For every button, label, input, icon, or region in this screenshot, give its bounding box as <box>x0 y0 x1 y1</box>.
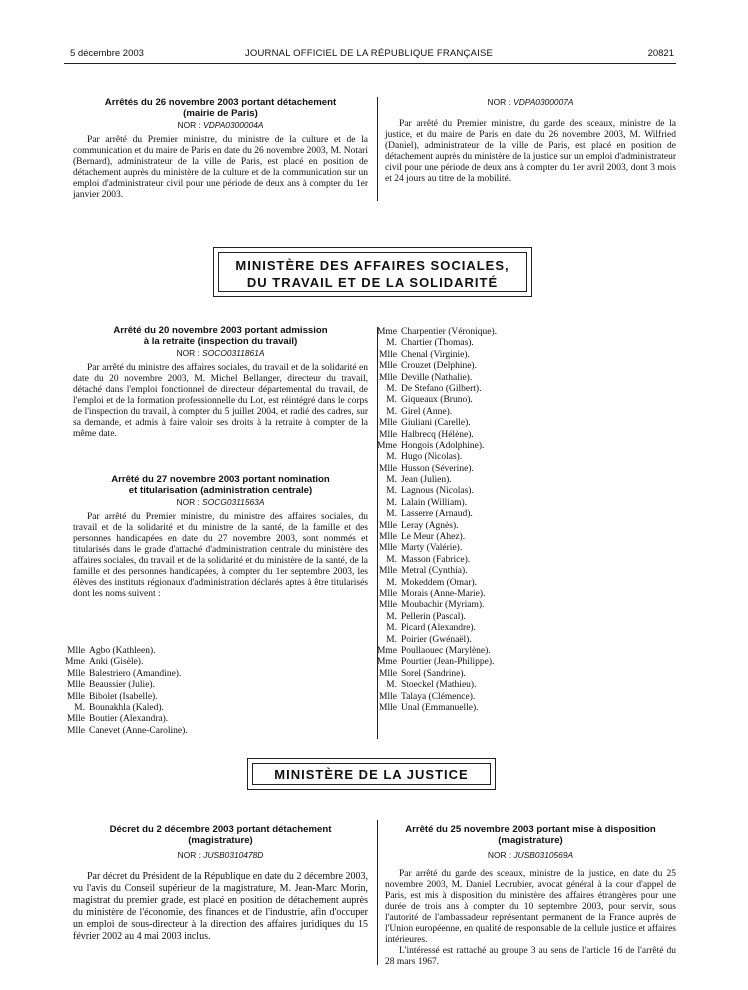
civility-title: M. <box>386 383 397 394</box>
name-entry <box>374 441 674 452</box>
person-name: Halbrecq (Hélène). <box>401 429 474 440</box>
body-text: Par arrêté du garde des sceaux, ministre de la justice, en date du 25 novembre 2003, M. Daniel Lecrubier, avocat général à la cour d'appel de Paris, est mis à disposition du ministère des affaires étrangères pour une durée de trois ans à compter du 10 septembre 2003, pour servir, sous l'autorité de l'ambassadeur représentant permanent de la France auprès de l'Union européenne, en qualité de responsable de la cellule justice et affaires intérieures. <box>385 869 676 945</box>
person-name: Sorel (Sandrine). <box>401 668 466 679</box>
nor-reference: NOR : JUSB0310478D <box>177 850 264 860</box>
civility-title: M. <box>386 554 397 565</box>
header-rule <box>64 63 676 64</box>
body-text: Par arrêté du Premier ministre, du ministre de la culture et de la communication et du maire de Paris en date du 26 novembre 2003, M. Notari (Bernard), administrateur de la ville de Paris, est placé en position de détachement auprès du ministère de la culture et de la communication sur un emploi d'administrateur civil pour une période de deux ans à compter du 1er janvier 2003. <box>73 135 368 200</box>
section-title: Décret du 2 décembre 2003 portant détachement (magistrature) <box>109 824 332 846</box>
civility-title: Mlle <box>67 691 85 702</box>
civility-title: Mlle <box>379 600 397 611</box>
person-name: Beaussier (Julie). <box>89 680 155 691</box>
person-name: Mokeddem (Omar). <box>401 577 477 588</box>
person-name: Metral (Cynthia). <box>401 566 468 577</box>
person-name: Giuliani (Carelle). <box>401 418 471 429</box>
civility-title: Mme <box>376 645 397 656</box>
name-entry <box>374 532 674 543</box>
header-date: 5 décembre 2003 <box>70 48 144 59</box>
section-detachement-mairie <box>73 97 368 201</box>
ministry-banner-affaires-sociales <box>213 247 532 297</box>
column-divider-bottom <box>377 820 378 965</box>
name-entry <box>374 475 674 486</box>
civility-title: Mlle <box>379 702 397 713</box>
name-entry <box>374 566 674 577</box>
person-name: Moubachir (Myriam). <box>401 600 485 611</box>
name-entry <box>374 373 674 384</box>
section-detachement-justice <box>385 97 676 185</box>
civility-title: Mlle <box>67 714 85 725</box>
civility-title: Mlle <box>379 361 397 372</box>
civility-title: M. <box>386 634 397 645</box>
civility-title: M. <box>386 577 397 588</box>
person-name: Canevet (Anne-Caroline). <box>89 725 188 736</box>
body-text: Par arrêté du Premier ministre, du garde des sceaux, ministre de la justice, et du maire de Paris en date du 26 novembre 2003, M. Wilfried (Daniel), administrateur de la ville de Paris, est placé en position de détachement auprès du ministère de la justice sur un emploi d'administrateur civil pour une période de deux ans à compter du 1er avril 2003, dont 3 mois et 24 jours au titre de la mobilité. <box>385 119 676 184</box>
name-entry <box>374 703 674 714</box>
name-entry <box>374 350 674 361</box>
person-name: Pellerin (Pascal). <box>401 611 466 622</box>
person-name: Masson (Fabrice). <box>401 554 471 565</box>
person-name: Lasserre (Arnaud). <box>401 509 473 520</box>
person-name: Pourtier (Jean-Philippe). <box>401 657 495 668</box>
name-entry <box>374 395 674 406</box>
person-name: Lalain (William). <box>401 497 468 508</box>
header-page-number: 20821 <box>647 48 674 59</box>
section-title: Arrêté du 20 novembre 2003 portant admission à la retraite (inspection du travail) <box>113 325 328 347</box>
person-name: Husson (Séverine). <box>401 463 474 474</box>
section-title: Arrêtés du 26 novembre 2003 portant détachement (mairie de Paris) <box>104 97 337 119</box>
civility-title: M. <box>386 623 397 634</box>
name-entry <box>62 692 362 703</box>
nor-reference: NOR : SOCO0311861A <box>176 348 265 358</box>
civility-title: Mlle <box>67 646 85 656</box>
civility-title: Mlle <box>67 725 85 736</box>
names-list-left <box>62 646 362 737</box>
civility-title: M. <box>386 486 397 497</box>
section-arrete-nomination <box>73 474 368 600</box>
civility-title: M. <box>386 509 397 520</box>
person-name: Chenal (Virginie). <box>401 349 470 360</box>
ministry-banner-justice <box>247 758 496 790</box>
banner-line-1: MINISTÈRE DES AFFAIRES SOCIALES, <box>235 258 510 273</box>
civility-title: Mlle <box>379 372 397 383</box>
civility-title: Mlle <box>379 566 397 577</box>
person-name: Lagnous (Nicolas). <box>401 486 474 497</box>
person-name: Charpentier (Véronique). <box>401 327 498 337</box>
civility-title: M. <box>386 338 397 349</box>
name-entry <box>374 486 674 497</box>
civility-title: Mme <box>376 657 397 668</box>
civility-title: M. <box>386 475 397 486</box>
person-name: Marty (Valérie). <box>401 543 463 554</box>
civility-title: M. <box>386 452 397 463</box>
banner-line-1: MINISTÈRE DE LA JUSTICE <box>252 763 491 785</box>
person-name: Unal (Emmanuelle). <box>401 702 479 713</box>
name-entry <box>374 680 674 691</box>
body-text: Par arrêté du Premier ministre, du ministre des affaires sociales, du travail et de la solidarité et du ministre de la santé, de la famille et des personnes handicapées en date du 27 novembre 2003, sont nommés et titularisés dans le grade d'attaché d'administration centrale du ministère des affaires sociales, du travail et de la solidarité et du ministère de la santé, de la famille et des personnes handicapées, à compter du 1er septembre 2003, les élèves des instituts régionaux d'administration déclarés aptes à être titularisés dont les noms suivent : <box>73 512 368 599</box>
nor-reference: NOR : SOCG0311563A <box>176 497 265 507</box>
person-name: Poullaouec (Marylène). <box>401 645 491 656</box>
civility-title: Mlle <box>67 680 85 691</box>
section-decret-detachement <box>73 824 368 943</box>
name-entry <box>374 361 674 372</box>
name-entry <box>374 498 674 509</box>
banner-line-2: DU TRAVAIL ET DE LA SOLIDARITÉ <box>246 275 499 290</box>
name-entry <box>374 669 674 680</box>
civility-title: M. <box>386 406 397 417</box>
body-text: Par arrêté du ministre des affaires sociales, du travail et de la solidarité en date du 20 novembre 2003, M. Michel Bellanger, directeur du travail, détaché dans l'emploi fonctionnel de directeur départemental du travail, de l'emploi et de la formation professionnelle du Lot, est réintégré dans le corps de l'inspection du travail, à compter du 5 juillet 2004, et radié des cadres, sur sa demande, et admis à faire valoir ses droits à la retraite à compter de la même date. <box>73 363 368 439</box>
civility-title: M. <box>74 702 85 713</box>
name-entry <box>374 657 674 668</box>
section-arrete-retraite <box>73 325 368 440</box>
body-text-2: L'intéressé est rattaché au groupe 3 au sens de l'article 16 de l'arrêté du 28 mars 1967. <box>385 946 676 967</box>
names-list-right <box>374 327 674 714</box>
person-name: Talaya (Clémence). <box>401 691 476 702</box>
civility-title: Mlle <box>379 543 397 554</box>
name-entry <box>374 452 674 463</box>
person-name: Poirier (Gwénaël). <box>401 634 472 645</box>
civility-title: M. <box>386 611 397 622</box>
section-title: Arrêté du 27 novembre 2003 portant nomination et titularisation (administration centrale) <box>111 474 330 496</box>
name-entry <box>374 509 674 520</box>
name-entry <box>374 612 674 623</box>
civility-title: Mme <box>376 440 397 451</box>
person-name: Balestriero (Amandine). <box>89 668 182 679</box>
name-entry <box>62 680 362 691</box>
civility-title: Mlle <box>379 691 397 702</box>
name-entry <box>374 464 674 475</box>
column-divider-top <box>377 97 378 201</box>
name-entry <box>62 669 362 680</box>
person-name: Chartier (Thomas). <box>401 338 474 349</box>
person-name: Agbo (Kathleen). <box>89 646 156 656</box>
name-entry <box>62 726 362 737</box>
header-journal-title: JOURNAL OFFICIEL DE LA RÉPUBLIQUE FRANÇAISE <box>244 48 494 59</box>
civility-title: Mlle <box>379 520 397 531</box>
name-entry <box>374 692 674 703</box>
name-entry <box>62 646 362 657</box>
person-name: Jean (Julien). <box>401 475 452 486</box>
civility-title: Mlle <box>379 418 397 429</box>
running-header <box>64 48 674 62</box>
person-name: Anki (Gisèle). <box>89 657 144 668</box>
person-name: Hongois (Adolphine). <box>401 440 485 451</box>
name-entry <box>374 418 674 429</box>
name-entry <box>374 407 674 418</box>
person-name: Bibolet (Isabelle). <box>89 691 158 702</box>
name-entry <box>374 338 674 349</box>
person-name: Boutier (Alexandra). <box>89 714 169 725</box>
name-entry <box>374 589 674 600</box>
name-entry <box>374 521 674 532</box>
person-name: Morais (Anne-Marie). <box>401 588 486 599</box>
name-entry <box>374 384 674 395</box>
person-name: Picard (Alexandre). <box>401 623 476 634</box>
person-name: Le Meur (Ahez). <box>401 532 466 543</box>
civility-title: Mme <box>376 327 397 337</box>
name-entry <box>374 430 674 441</box>
person-name: Girel (Anne). <box>401 406 453 417</box>
person-name: Bounakhla (Kaled). <box>89 702 164 713</box>
civility-title: Mlle <box>379 668 397 679</box>
name-entry <box>62 703 362 714</box>
name-entry <box>374 646 674 657</box>
civility-title: Mme <box>64 657 85 668</box>
person-name: Stoeckel (Mathieu). <box>401 680 477 691</box>
civility-title: Mlle <box>379 532 397 543</box>
person-name: Giqueaux (Bruno). <box>401 395 473 406</box>
name-entry <box>62 657 362 668</box>
civility-title: M. <box>386 395 397 406</box>
civility-title: Mlle <box>379 463 397 474</box>
name-entry <box>374 600 674 611</box>
name-entry <box>62 714 362 725</box>
name-entry <box>374 543 674 554</box>
person-name: Crouzet (Delphine). <box>401 361 477 372</box>
body-text: Par décret du Président de la République en date du 2 décembre 2003, vu l'avis du Conseil supérieur de la magistrature, M. Jean-Marc Morin, magistrat du premier grade, est placé en position de détachement auprès du ministère de l'économie, des finances et de l'industrie, afin d'occuper un emploi de sous-directeur à la direction des affaires juridiques du 15 février 2002 au 4 mai 2003 inclus. <box>73 871 368 942</box>
name-entry <box>374 555 674 566</box>
section-arrete-mise-a-disposition <box>385 824 676 968</box>
civility-title: M. <box>386 680 397 691</box>
name-entry <box>374 578 674 589</box>
person-name: Deville (Nathalie). <box>401 372 473 383</box>
civility-title: Mlle <box>379 349 397 360</box>
nor-reference: NOR : VDPA0300004A <box>177 120 264 130</box>
nor-reference: NOR : VDPA0300007A <box>487 97 574 107</box>
name-entry <box>374 327 674 338</box>
name-entry <box>374 623 674 634</box>
name-entry <box>374 635 674 646</box>
civility-title: Mlle <box>379 588 397 599</box>
person-name: Hugo (Nicolas). <box>401 452 463 463</box>
person-name: De Stefano (Gilbert). <box>401 383 482 394</box>
civility-title: M. <box>386 497 397 508</box>
civility-title: Mlle <box>379 429 397 440</box>
person-name: Leray (Agnès). <box>401 520 459 531</box>
civility-title: Mlle <box>67 668 85 679</box>
nor-reference: NOR : JUSB0310569A <box>487 850 574 860</box>
section-title: Arrêté du 25 novembre 2003 portant mise à disposition (magistrature) <box>405 824 656 846</box>
